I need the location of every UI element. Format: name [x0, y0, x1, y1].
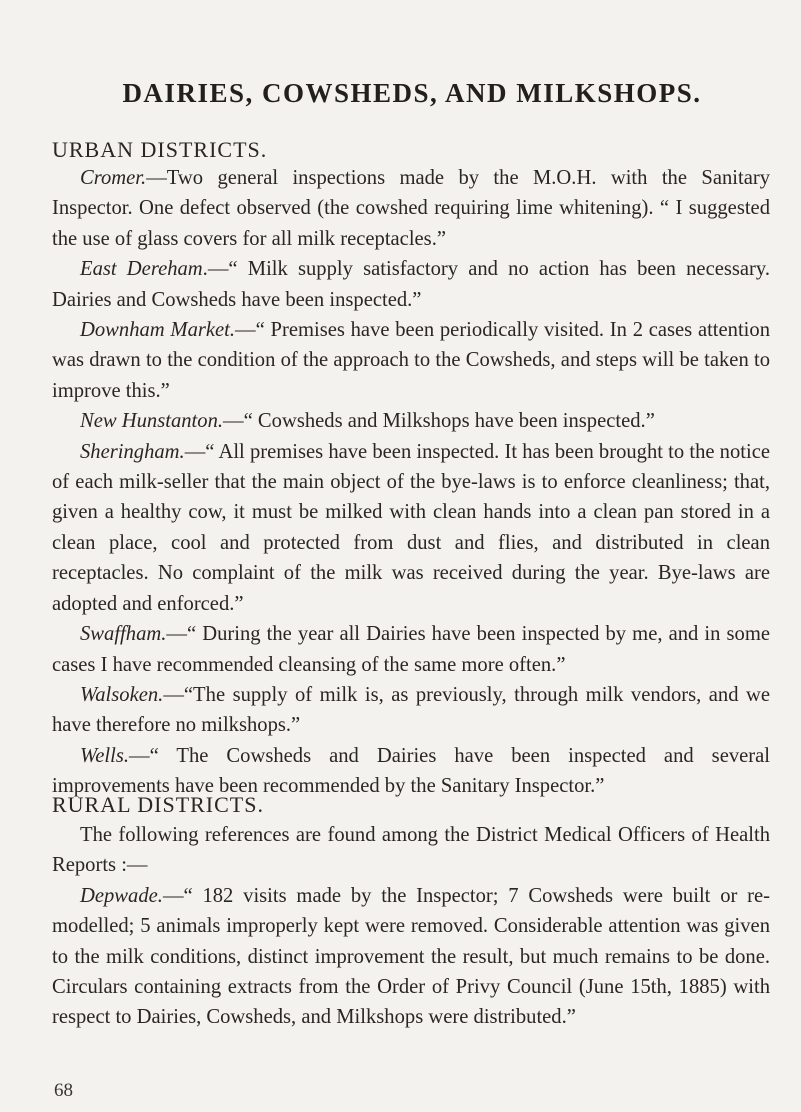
- entry-walsoken: Walsoken.—“The supply of milk is, as previously, through milk vendors, and we have therefore no milkshops.”: [52, 683, 770, 737]
- entry-downham-market: Downham Market.—“ Premises have been periodically visited. In 2 cases attention was drawn to the condition of the approach to the Cowsheds, and steps will be taken to improve this.”: [52, 319, 771, 402]
- entry-new-hunstanton: New Hunstanton.—“ Cowsheds and Milkshops have been inspected.”: [80, 410, 655, 433]
- entry-sheringham: Sheringham.—“ All premises have been inspected. It has been brought to the notice of each milk-seller that the main object of the bye-laws is to enforce cleanliness; that, given a healthy cow, it must be milked with clean hands into a clean pan stored in a clean place, cool and protected from dust and flies, and distributed in clean receptacles. No complaint of the milk was received during the year. Bye-laws are adopted and enforced.”: [52, 440, 770, 615]
- rural-districts-heading: RURAL DISTRICTS.: [52, 792, 264, 817]
- entry-text: “ 182 visits made by the Inspector; 7 Cowsheds were built or re-modelled; 5 animals improperly kept were removed. Considerable attention was given to the milk conditions, distinct improvement the result, but much remains to be done. Circulars containing extracts from the Order of Privy Council (June 15th, 1885) with respect to Dairies, Cowsheds, and Milkshops were distributed.”: [52, 884, 770, 1029]
- document-page: [52, 0, 770, 1112]
- place-name: Swaffham.: [80, 623, 167, 646]
- entry-text: “ Cowsheds and Milkshops have been inspected.”: [243, 410, 655, 433]
- place-name: Wells.: [80, 744, 130, 767]
- place-name: New Hunstanton.: [80, 410, 224, 433]
- urban-entries: [52, 163, 770, 802]
- entry-east-dereham: East Dereham.—“ Milk supply satisfactory and no action has been necessary. Dairies and Cowsheds have been inspected.”: [52, 258, 770, 311]
- place-name: Walsoken.: [80, 683, 164, 706]
- entry-wells: Wells.—“ The Cowsheds and Dairies have been inspected and several improvements have been recommended by the Sanitary Inspector.”: [52, 744, 770, 798]
- entry-text: “ Milk supply satisfactory and no action has been necessary. Dairies and Cowsheds have been inspected.”: [52, 258, 770, 311]
- place-name: Sheringham.: [80, 440, 185, 463]
- place-name: Depwade.: [80, 884, 163, 907]
- entry-text: “ Premises have been periodically visited. In 2 cases attention was drawn to the condition of the approach to the Cowsheds, and steps will be taken to improve this.”: [52, 319, 771, 402]
- entry-text: “ All premises have been inspected. It has been brought to the notice of each milk-seller that the main object of the bye-laws is to enforce cleanliness; that, given a healthy cow, it must be milked with clean hands into a clean pan stored in a clean place, cool and protected from dust and flies, and distributed in clean receptacles. No complaint of the milk was received during the year. Bye-laws are adopted and enforced.”: [52, 440, 770, 615]
- entry-swaffham: Swaffham.—“ During the year all Dairies have been inspected by me, and in some cases I have recommended cleansing of the same more often.”: [52, 623, 770, 676]
- page-number: 68: [54, 1080, 73, 1101]
- entry-cromer: Cromer.—Two general inspections made by the M.O.H. with the Sanitary Inspector. One defect observed (the cowshed requiring lime whitening). “ I suggested the use of glass covers for all milk receptacles.”: [52, 167, 770, 250]
- place-name: Cromer.: [80, 167, 147, 189]
- page-title: DAIRIES, COWSHEDS, AND MILKSHOPS.: [122, 78, 702, 108]
- rural-intro: The following references are found among the District Medical Officers of Health Reports :—: [52, 824, 770, 877]
- entry-text: “ The Cowsheds and Dairies have been inspected and several improvements have been recommended by the Sanitary Inspector.”: [52, 744, 770, 798]
- entry-text: Two general inspections made by the M.O.H. with the Sanitary Inspector. One defect observed (the cowshed requiring lime whitening). “ I suggested the use of glass covers for all milk receptacles.”: [52, 167, 770, 250]
- place-name: Downham Market.: [80, 319, 236, 342]
- urban-districts-heading: URBAN DISTRICTS.: [52, 137, 268, 162]
- entry-text: “The supply of milk is, as previously, through milk vendors, and we have therefore no milkshops.”: [52, 683, 770, 737]
- rural-entries: [52, 820, 770, 1033]
- entry-depwade: Depwade.—“ 182 visits made by the Inspector; 7 Cowsheds were built or re-modelled; 5 animals improperly kept were removed. Considerable attention was given to the milk conditions, distinct improvement the result, but much remains to be done. Circulars containing extracts from the Order of Privy Council (June 15th, 1885) with respect to Dairies, Cowsheds, and Milkshops were distributed.”: [52, 884, 770, 1029]
- place-name: East Dereham: [80, 258, 203, 281]
- entry-text: “ During the year all Dairies have been inspected by me, and in some cases I have recommended cleansing of the same more often.”: [52, 623, 770, 676]
